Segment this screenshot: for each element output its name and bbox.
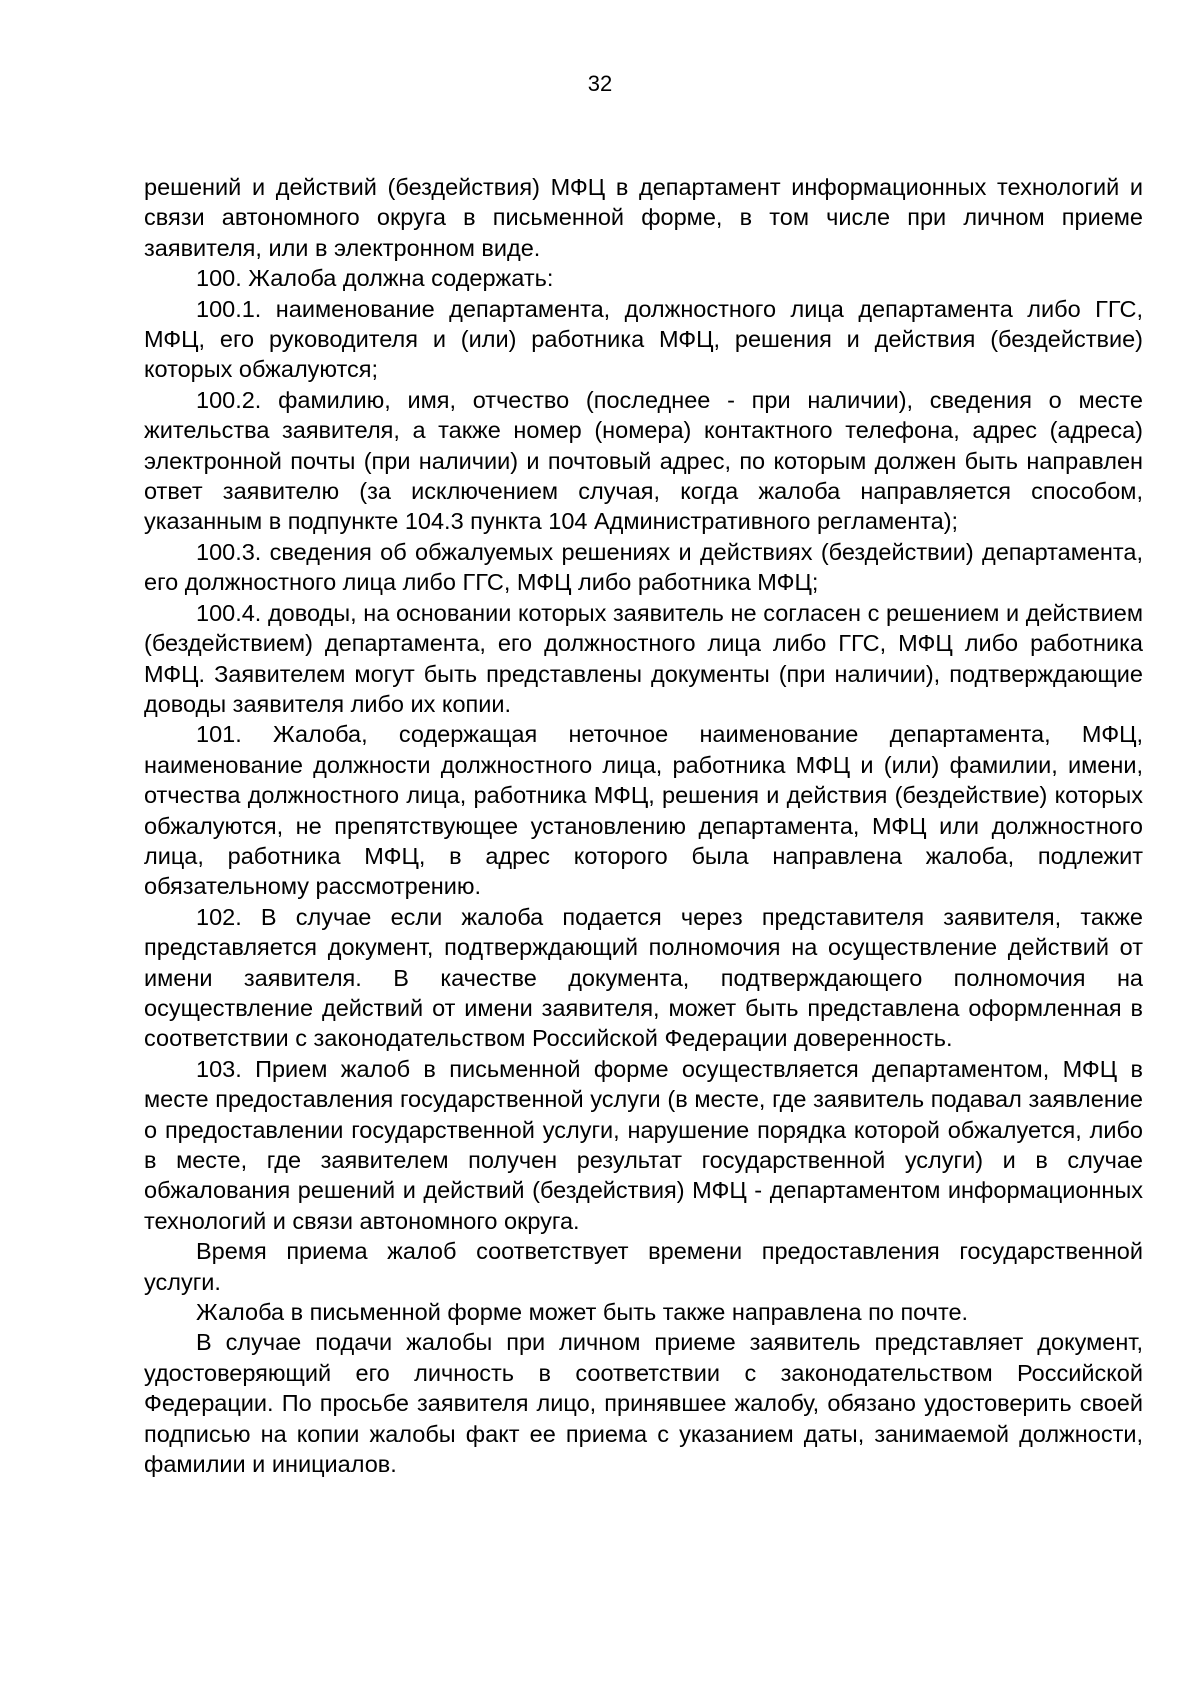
paragraph-100-4: 100.4. доводы, на основании которых заявитель не согласен с решением и действием (бездействием) департамента, его должностного лица либо ГГС, МФЦ либо работника МФЦ. Заявителем могут быть представлены документы (при наличии), подтверждающие доводы заявителя либо их копии.	[144, 599, 1143, 717]
page-number: 32	[587, 71, 613, 96]
paragraph-101: 101. Жалоба, содержащая неточное наименование департамента, МФЦ, наименование должности должностного лица, работника МФЦ и (или) фамилии, имени, отчества должностного лица, работника МФЦ, решения и действия (бездействие) которых обжалуются, не препятствующее установлению департамента, МФЦ или должностного лица, работника МФЦ, в адрес которого была направлена жалоба, подлежит обязательному рассмотрению.	[144, 721, 1143, 900]
paragraph-continuation: решений и действий (бездействия) МФЦ в департамент информационных технологий и связи автономного округа в письменной форме, в том числе при личном приеме заявителя, или в электронном виде.	[144, 174, 1143, 261]
paragraph-100-2: 100.2. фамилию, имя, отчество (последнее - при наличии), сведения о месте жительства заявителя, а также номер (номера) контактного телефона, адрес (адреса) электронной почты (при наличии) и почтовый адрес, по которым должен быть направлен ответ заявителю (за исключением случая, когда жалоба направляется способом, указанным в подпункте 104.3 пункта 104 Административного регламента);	[144, 386, 1143, 535]
paragraph-personal-reception: В случае подачи жалобы при личном приеме заявитель представляет документ, удостоверяющий его личность в соответствии с законодательством Российской Федерации. По просьбе заявителя лицо, принявшее жалобу, обязано удостоверить своей подписью на копии жалобы факт ее приема с указанием даты, занимаемой должности, фамилии и инициалов.	[144, 1329, 1143, 1478]
paragraph-postal-complaint: Жалоба в письменной форме может быть также направлена по почте.	[196, 1299, 969, 1326]
paragraph-103: 103. Прием жалоб в письменной форме осуществляется департаментом, МФЦ в месте предоставления государственной услуги (в месте, где заявитель подавал заявление о предоставлении государственной услуги, нарушение порядка которой обжалуется, либо в месте, где заявителем получен результат государственной услуги) и в случае обжалования решений и действий (бездействия) МФЦ - департаментом информационных технологий и связи автономного округа.	[144, 1055, 1143, 1234]
paragraph-102: 102. В случае если жалоба подается через представителя заявителя, также представляется документ, подтверждающий полномочия на осуществление действий от имени заявителя. В качестве документа, подтверждающего полномочия на осуществление действий от имени заявителя, может быть представлена оформленная в соответствии с законодательством Российской Федерации доверенность.	[144, 903, 1143, 1052]
paragraph-100-3: 100.3. сведения об обжалуемых решениях и действиях (бездействии) департамента, его должностного лица либо ГГС, МФЦ либо работника МФЦ;	[144, 538, 1143, 596]
paragraph-reception-time: Время приема жалоб соответствует времени предоставления государственной услуги.	[144, 1238, 1143, 1295]
paragraph-100-1: 100.1. наименование департамента, должностного лица департамента либо ГГС, МФЦ, его руководителя и (или) работника МФЦ, решения и действия (бездействие) которых обжалуются;	[144, 295, 1143, 383]
document-body	[144, 172, 1143, 1479]
paragraph-100: 100. Жалоба должна содержать:	[196, 265, 554, 292]
